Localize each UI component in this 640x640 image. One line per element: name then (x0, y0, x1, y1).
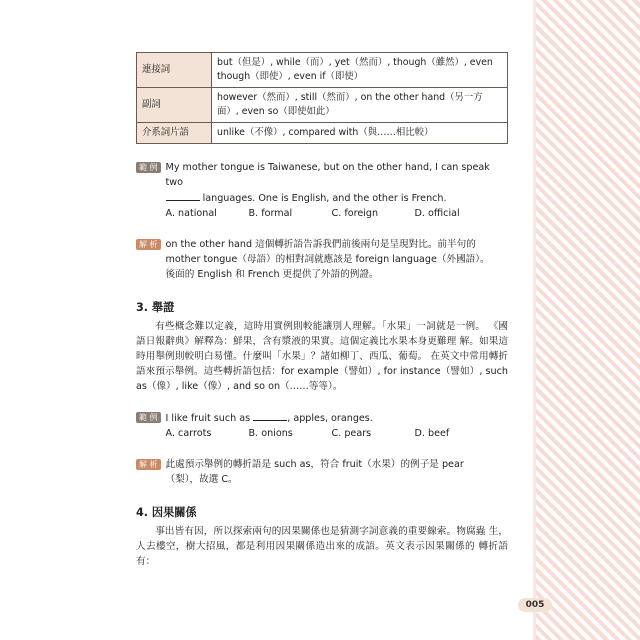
analysis-tag: 解 析 (136, 239, 161, 250)
table-cell-line: unlike（不像）, compared with（與……相比較） (217, 127, 434, 138)
table-row (137, 53, 508, 88)
analysis-line: 此處預示舉例的轉折語是 such as，符合 fruit（水果）的例子是 pear (165, 459, 464, 470)
paragraph-line: 解。如果這時用舉例則較明白易懂。什麼叫「水果」？諸如柳丁、西瓜、葡萄。 (136, 336, 509, 362)
analysis-line: （梨），故選 C。 (165, 474, 238, 485)
option-d: D. beef (414, 428, 450, 439)
decorative-stripe-edge (533, 0, 536, 640)
paragraph-line: 有些概念難以定義，這時用實例則較能讓別人理解。「水果」一詞就是一例。 (155, 321, 486, 332)
table-cell-line: however（然而）, still（然而）, on the other hand（另一方 (217, 92, 483, 103)
page-number: 005 (518, 598, 552, 612)
transition-words-table (136, 52, 508, 144)
example-1-line-2-text: languages. One is English, and the other is French. (199, 193, 447, 204)
example-1-line-1: My mother tongue is Taiwanese, but on the other hand, I can speak two (165, 162, 490, 188)
table-cell (212, 88, 508, 123)
table-row-header: 連接詞 (137, 53, 212, 88)
analysis-line: 後面的 English 和 French 更提供了外語的例證。 (165, 269, 379, 280)
example-2-before: I like fruit such as (165, 413, 254, 424)
analysis-line: mother tongue（母語）的相對詞就應該是 foreign language（外國語）。 (165, 254, 490, 265)
paragraph-line: 生，人去樓空，樹大招風，都是利用因果關係造出來的成語。英文表示因果關係的 (136, 526, 508, 552)
table-row (137, 88, 508, 123)
page-content (136, 52, 508, 569)
option-a: A. carrots (165, 428, 212, 439)
paragraph-line: 轉折語有： (136, 541, 509, 567)
analysis-line: on the other hand 這個轉折語告訴我們前後兩句是呈現對比。前半句的 (165, 239, 476, 250)
table-cell-line: but（但是）, while（而）, yet（然而）, though（雖然）, even (217, 57, 493, 68)
decorative-stripe-border (536, 0, 640, 640)
option-a: A. national (165, 208, 217, 219)
section-4-title: 4. 因果關係 (136, 506, 197, 519)
section-3-title: 3. 舉證 (136, 301, 175, 314)
option-b: B. onions (248, 428, 293, 439)
table-cell (212, 123, 508, 144)
example-2-options (166, 426, 508, 441)
example-tag: 範 例 (136, 412, 161, 423)
analysis-1-body (166, 237, 508, 282)
example-1-body (166, 160, 508, 221)
analysis-2 (136, 457, 508, 487)
table-row-header: 介系詞片語 (137, 123, 212, 144)
option-c: C. pears (331, 428, 372, 439)
analysis-tag: 解 析 (136, 459, 161, 470)
example-1-line-2 (166, 190, 508, 206)
section-3-paragraph (136, 319, 508, 394)
section-4-paragraph (136, 524, 508, 569)
example-tag: 範 例 (136, 162, 161, 173)
example-2-sentence (166, 410, 508, 426)
example-1-options (166, 206, 508, 221)
option-d: D. official (414, 208, 460, 219)
example-1 (136, 160, 508, 221)
paragraph-line: 事出皆有因，所以探索兩句的因果關係也是猜測字詞意義的重要線索。物腐蟲 (155, 526, 486, 537)
example-2 (136, 410, 508, 441)
table-row-header: 副詞 (137, 88, 212, 123)
paragraph-line: 在英文中常用轉折語來預示舉例。這些轉折語包括：for example（譬如）, for (136, 351, 508, 377)
table-row (137, 123, 508, 144)
option-b: B. formal (248, 208, 293, 219)
analysis-1 (136, 237, 508, 282)
paragraph-line: instance（譬如）, such as（像）, like（像）, and so on（……等等）。 (136, 366, 508, 392)
example-2-body (166, 410, 508, 441)
answer-blank (253, 410, 287, 421)
table-cell-line: though（即使）, even if（即使） (217, 71, 364, 82)
paragraph-line: 《國語日報辭典》解釋為：鮮果，含有漿液的果實。這個定義比水果本身更難理 (136, 321, 509, 347)
table-cell-line: 面）, even so（即使如此） (217, 106, 335, 117)
option-c: C. foreign (331, 208, 379, 219)
answer-blank (166, 190, 200, 201)
table-cell (212, 53, 508, 88)
analysis-2-body (166, 457, 508, 487)
example-2-after: , apples, oranges. (287, 413, 373, 424)
